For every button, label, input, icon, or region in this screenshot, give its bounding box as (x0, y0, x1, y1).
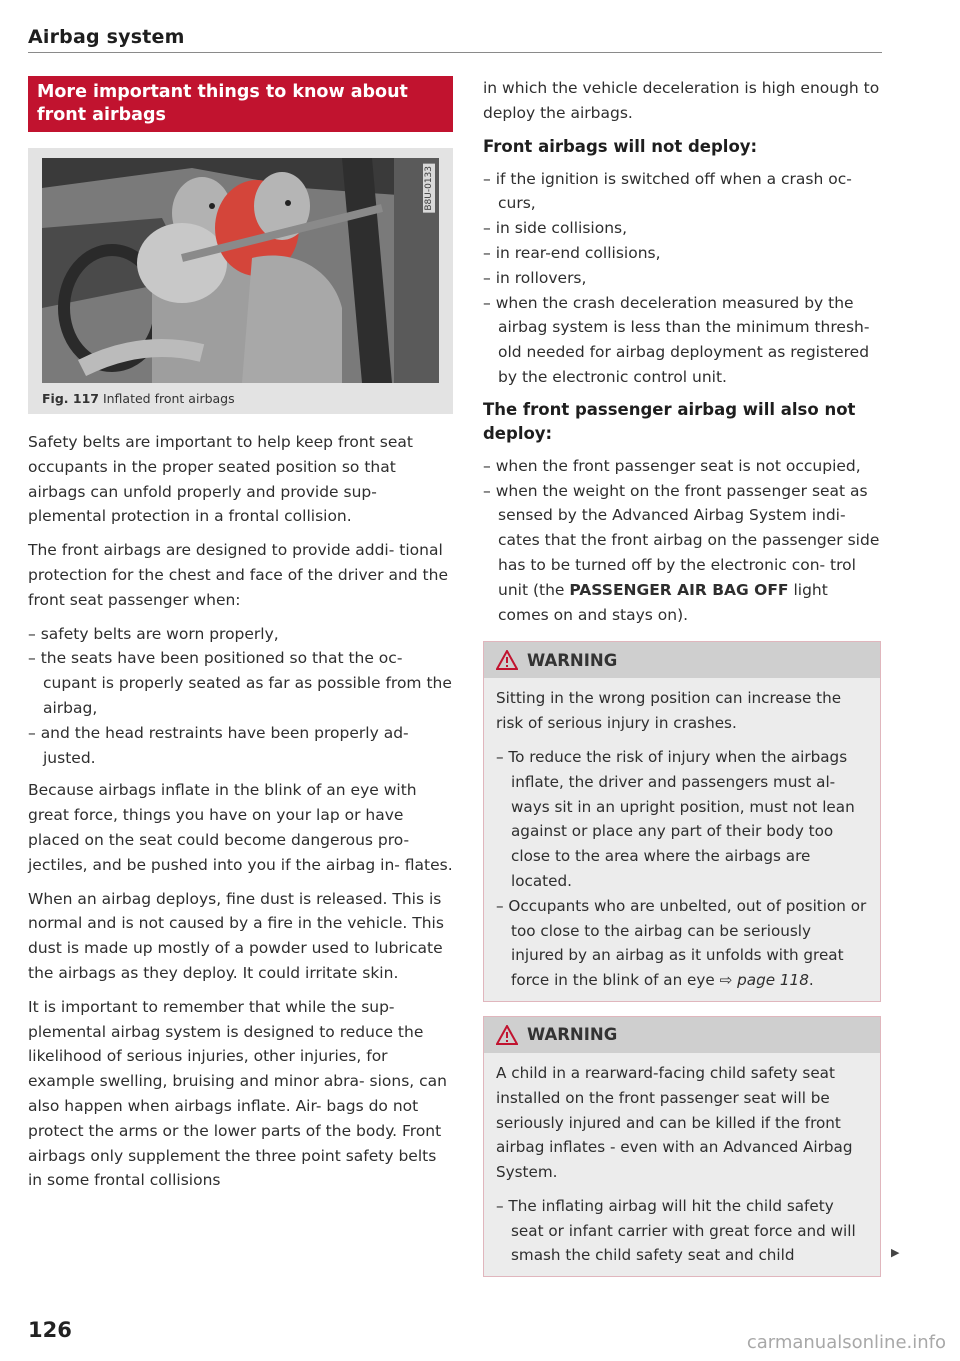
list-item: – when the crash deceleration measured by the airbag system is less than the minimum thresh- old needed for airbag deployment as registered by the electronic control unit. (483, 291, 881, 390)
list-item: – the seats have been positioned so that the oc- cupant is properly seated as far as possible from the airbag, (28, 646, 453, 720)
list-item: – The inflating airbag will hit the child safety seat or infant carrier with great force and will smash the child safety seat and child (496, 1194, 868, 1268)
list-item-text: light comes on and stays on). (498, 580, 828, 624)
list-item: – if the ignition is switched off when a crash oc- curs, (483, 167, 881, 217)
figure-image-inflated-airbags (42, 158, 439, 383)
page-reference-link[interactable]: ⇨ page 118 (719, 971, 809, 990)
warning-intro: A child in a rearward-facing child safety seat installed on the front passenger seat will be seriously injured and can be killed if the front airbag inflates - even with an Advanced Airbag System. (496, 1063, 853, 1182)
list-item-text: Occupants who are unbelted, out of position or too close to the airbag can be seriously injured by an airbag as it unfolds with great force in the blink of an eye (508, 896, 867, 990)
figure-label: Fig. 117 (42, 391, 99, 406)
passenger-no-deploy-list (483, 454, 881, 628)
left-column (28, 76, 453, 1202)
warning-title: WARNING (527, 650, 618, 670)
section-title: More important things to know about front airbags (28, 76, 453, 132)
left-paragraph-2: The front airbags are designed to provide addi- tional protection for the chest and face of the driver and the front seat passenger when: (28, 541, 448, 609)
warning-box-child-seat (483, 1016, 881, 1277)
left-paragraph-3: Because airbags inflate in the blink of an eye with great force, things you have on your lap or have placed on the seat could become dangerous pro- jectiles, and be pushed into you if the airbag in- flates. (28, 781, 453, 874)
header-rule (28, 52, 882, 53)
left-paragraph-1: Safety belts are important to help keep front seat occupants in the proper seated position so that airbags can unfold properly and provide sup- plemental protection in a frontal collision. (28, 433, 413, 526)
passenger-airbag-off-label: PASSENGER AIR BAG OFF (569, 580, 789, 599)
list-item-text: when the weight on the front passenger seat as sensed by the Advanced Airbag System indi- cates that the front airbag on the passenger side has to be turned off by the electronic con- trol unit (the (495, 481, 880, 599)
warning-title: WARNING (527, 1025, 618, 1045)
figure (28, 148, 453, 414)
list-item (496, 894, 868, 993)
continue-arrow-icon: ▶ (891, 1246, 900, 1259)
list-item: – and the head restraints have been properly ad- justed. (28, 721, 453, 771)
warning-list (496, 1194, 868, 1268)
list-item: – To reduce the risk of injury when the airbags inflate, the driver and passengers must al- ways sit in an upright position, must not lean against or place any part of their body too close to the area where the airbags are located. (496, 745, 868, 894)
figure-code: B8U-0133 (424, 166, 434, 211)
warning-header (484, 642, 880, 678)
page-number: 126 (28, 1318, 72, 1342)
warning-triangle-icon (496, 1025, 518, 1045)
figure-caption (42, 391, 439, 406)
front-airbag-conditions-list (28, 622, 453, 771)
left-paragraph-4: When an airbag deploys, fine dust is released. This is normal and is not caused by a fire in the vehicle. This dust is made up mostly of a powder used to lubricate the airbags as they deploy. It could irritate skin. (28, 889, 444, 982)
warning-list (496, 745, 868, 993)
figure-caption-text: Inflated front airbags (102, 391, 235, 406)
list-item-text: . (808, 971, 814, 990)
left-paragraph-5: It is important to remember that while the sup- plemental airbag system is designed to reduce the likelihood of serious injuries, other injuries, for example swelling, bruising and minor abra- sions, can also happen when airbags inflate. Air- bags do not protect the arms or the lower parts of the body. Front airbags only supplement the three point safety belts in some frontal collisions (28, 997, 447, 1190)
airbag-illustration (42, 158, 439, 383)
warning-triangle-icon (496, 650, 518, 670)
no-deploy-heading: Front airbags will not deploy: (483, 136, 758, 156)
list-item: – in rear-end collisions, (483, 241, 881, 266)
warning-body (484, 1053, 880, 1276)
right-column (483, 76, 881, 1291)
watermark: carmanualsonline.info (746, 1332, 946, 1353)
running-header-title: Airbag system (28, 26, 185, 48)
list-item: – in side collisions, (483, 216, 881, 241)
warning-header (484, 1017, 880, 1053)
list-item: – when the front passenger seat is not occupied, (483, 454, 881, 479)
no-deploy-list (483, 167, 881, 390)
warning-box-seating (483, 641, 881, 1002)
right-paragraph-1: in which the vehicle deceleration is high enough to deploy the airbags. (483, 79, 880, 122)
list-item: – in rollovers, (483, 266, 881, 291)
list-item: – safety belts are worn properly, (28, 622, 453, 647)
list-item (483, 479, 881, 628)
passenger-no-deploy-heading: The front passenger airbag will also not deploy: (483, 399, 856, 443)
warning-body (484, 678, 880, 1001)
warning-intro: Sitting in the wrong position can increase the risk of serious injury in crashes. (496, 689, 842, 733)
